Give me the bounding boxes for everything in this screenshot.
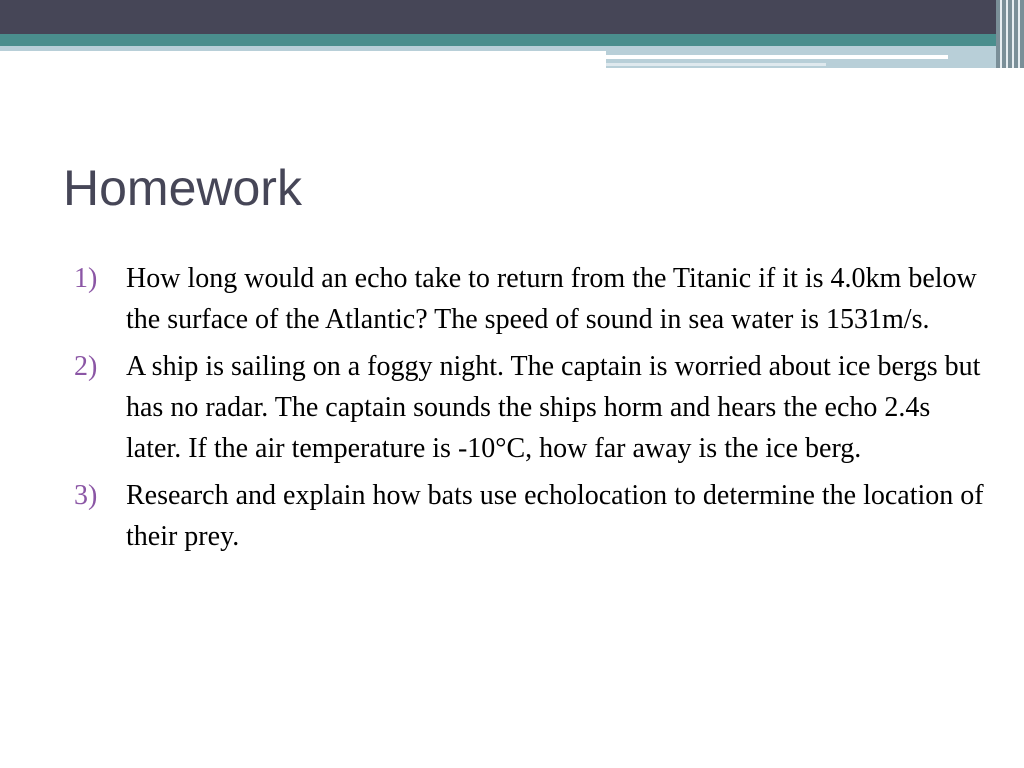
- slide-title: Homework: [63, 160, 302, 216]
- homework-list: [68, 258, 988, 563]
- list-item: [68, 475, 988, 557]
- header-light-band: [0, 46, 606, 51]
- header-vertical-line: [1006, 0, 1008, 68]
- list-number: 2): [74, 351, 98, 382]
- header-dark-band: [0, 0, 1024, 34]
- header-vertical-line: [1018, 0, 1020, 68]
- header-vertical-line: [1012, 0, 1014, 68]
- list-item: [68, 258, 988, 340]
- header-teal-band: [0, 34, 1024, 46]
- header-right-stripe-thin: [606, 63, 826, 66]
- question-text: How long would an echo take to return from the Titanic if it is 4.0km below the surface of the Atlantic? The speed of sound in sea water is 1531m/s.: [126, 263, 977, 335]
- header-vertical-line: [1000, 0, 1002, 68]
- question-text: Research and explain how bats use echolocation to determine the location of their prey.: [126, 480, 984, 552]
- list-number: 1): [74, 263, 98, 294]
- list-item: [68, 346, 988, 469]
- header-right-stripe: [606, 55, 948, 59]
- question-text: A ship is sailing on a foggy night. The captain is worried about ice bergs but has no radar. The captain sounds the ships horm and hears the echo 2.4s later. If the air temperature is -10°C, how far away is the ice berg.: [126, 351, 981, 464]
- list-number: 3): [74, 480, 98, 511]
